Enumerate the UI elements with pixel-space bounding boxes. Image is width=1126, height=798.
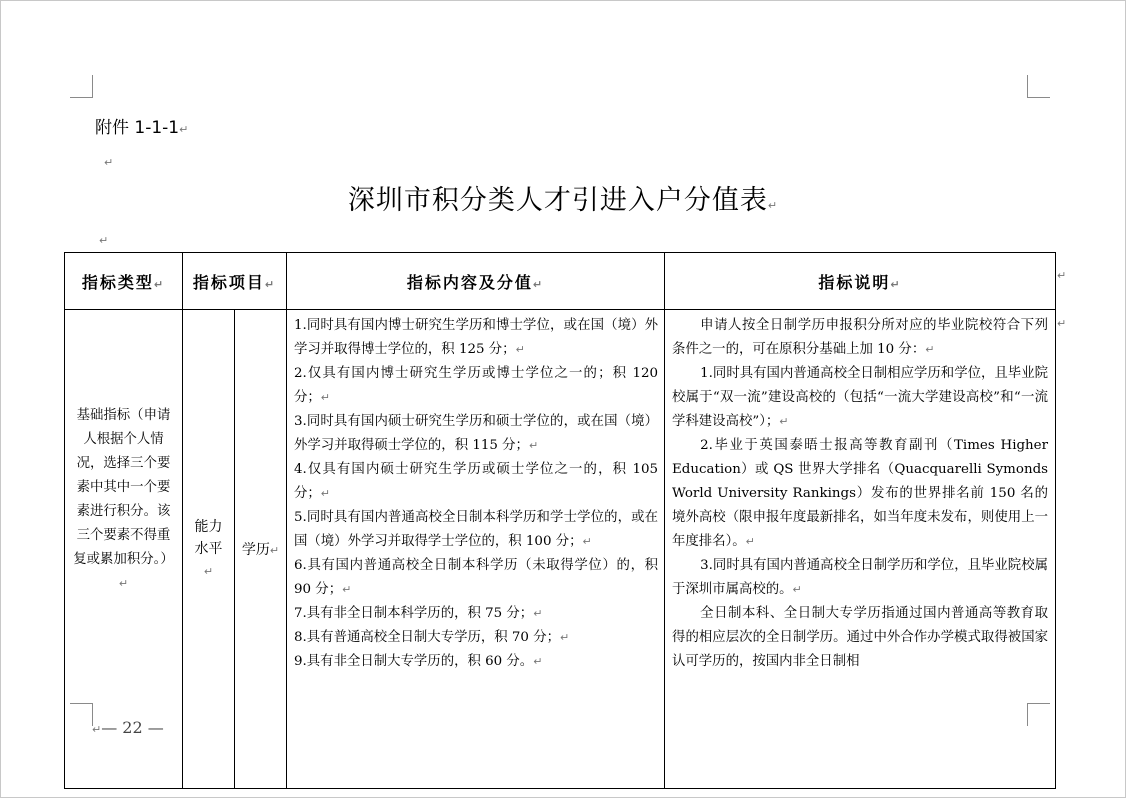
header-content: 指标内容及分值↵ xyxy=(287,253,665,310)
explanation-paragraph: 3.同时具有国内普通高校全日制学历和学位，且毕业院校属于深圳市属高校的。↵ xyxy=(672,558,1049,597)
item-sub-cell: 学历↵ xyxy=(235,310,287,789)
content-item: 8.具有普通高校全日制大专学历，积 70 分；↵ xyxy=(294,630,570,645)
paragraph-mark-icon: ↵ xyxy=(320,487,331,500)
score-table xyxy=(64,252,1056,789)
paragraph-mark-icon: ↵ xyxy=(515,343,525,356)
paragraph-mark-icon: ↵ xyxy=(92,723,102,736)
paragraph-mark-icon: ↵ xyxy=(320,391,331,404)
table-header-row xyxy=(65,253,1056,310)
content-item: 7.具有非全日制本科学历的，积 75 分；↵ xyxy=(294,606,543,621)
paragraph-mark-icon: ↵ xyxy=(118,577,129,590)
paragraph-mark-icon: ↵ xyxy=(104,156,114,169)
paragraph-mark-icon: ↵ xyxy=(559,631,570,644)
paragraph-mark-icon: ↵ xyxy=(779,415,789,428)
paragraph-mark-icon: ↵ xyxy=(533,607,543,620)
paragraph-mark-icon: ↵ xyxy=(99,234,109,247)
paragraph-mark-icon: ↵ xyxy=(745,535,755,548)
paragraph-mark-icon: ↵ xyxy=(582,535,592,548)
paragraph-mark-icon: ↵ xyxy=(532,277,545,291)
paragraph-mark-icon: ↵ xyxy=(264,277,277,291)
explanation-paragraph: 1.同时具有国内普通高校全日制相应学历和学位，且毕业院校属于“双一流”建设高校的（包括“一流大学建设高校”和“一流学科建设高校”）；↵ xyxy=(672,366,1049,429)
item-main-cell: 能力水平↵ xyxy=(183,310,235,789)
content-item: 6.具有国内普通高校全日制本科学历（未取得学位）的，积 90 分；↵ xyxy=(294,558,659,597)
content-item: 1.同时具有国内博士研究生学历和博士学位，或在国（境）外学习并取得博士学位的，积 125 分；↵ xyxy=(294,318,659,357)
explanation-paragraph: 2.毕业于英国泰晤士报高等教育副刊（Times Higher Education）或 QS 世界大学排名（Quacquarelli Symonds World University Rankings）发布的世界排名前 150 名的境外高校（限申报年度最新排名，如当年度未发布，则使用上一年度排名）。↵ xyxy=(672,438,1049,549)
row-end-mark-icon: ↵ xyxy=(1057,269,1067,282)
paragraph-mark-icon: ↵ xyxy=(203,565,214,578)
paragraph-mark-icon: ↵ xyxy=(153,277,166,291)
explanation-paragraph: 申请人按全日制学历申报积分所对应的毕业院校符合下列条件之一的，可在原积分基础上加 10 分：↵ xyxy=(672,318,1049,357)
paragraph-mark-icon: ↵ xyxy=(533,655,543,668)
category-cell: 基础指标（申请人根据个人情况，选择三个要素中其中一个要素进行积分。该三个要素不得重复或累加积分。）↵ xyxy=(65,310,183,789)
paragraph-mark-icon: ↵ xyxy=(925,343,935,356)
attachment-label: 附件 1-1-1↵ xyxy=(95,118,189,138)
content-item: 2.仅具有国内博士研究生学历或博士学位之一的；积 120 分；↵ xyxy=(294,366,659,405)
content-item: 5.同时具有国内普通高校全日制本科学历和学士学位的，或在国（境）外学习并取得学士学位的，积 100 分；↵ xyxy=(294,510,659,549)
paragraph-mark-icon: ↵ xyxy=(528,439,539,452)
table-row xyxy=(65,310,1056,789)
paragraph-mark-icon: ↵ xyxy=(767,199,779,212)
corner-mark-top-left xyxy=(70,75,93,98)
row-end-mark-icon: ↵ xyxy=(1057,317,1067,330)
page-number: ↵— 22 — xyxy=(92,718,164,737)
paragraph-mark-icon: ↵ xyxy=(269,544,280,557)
explanation-cell xyxy=(665,310,1056,789)
paragraph-mark-icon: ↵ xyxy=(179,123,189,136)
paragraph-mark-icon: ↵ xyxy=(890,277,902,291)
header-item: 指标项目↵ xyxy=(183,253,287,310)
paragraph-mark-icon: ↵ xyxy=(342,583,352,596)
content-item: 4.仅具有国内硕士研究生学历或硕士学位之一的，积 105 分；↵ xyxy=(294,462,659,501)
corner-mark-top-right xyxy=(1027,75,1050,98)
document-title: 深圳市积分类人才引进入户分值表↵ xyxy=(347,185,779,216)
content-cell xyxy=(287,310,665,789)
content-item: 9.具有非全日制大专学历的，积 60 分。↵ xyxy=(294,654,543,669)
paragraph-mark-icon: ↵ xyxy=(792,583,802,596)
header-explanation: 指标说明↵ xyxy=(665,253,1056,310)
explanation-paragraph: 全日制本科、全日制大专学历指通过国内普通高等教育取得的相应层次的全日制学历。通过中外合作办学模式取得被国家认可学历的，按国内非全日制相 xyxy=(672,606,1049,669)
content-item: 3.同时具有国内硕士研究生学历和硕士学位的，或在国（境）外学习并取得硕士学位的，积 115 分；↵ xyxy=(294,414,659,453)
header-category: 指标类型↵ xyxy=(65,253,183,310)
